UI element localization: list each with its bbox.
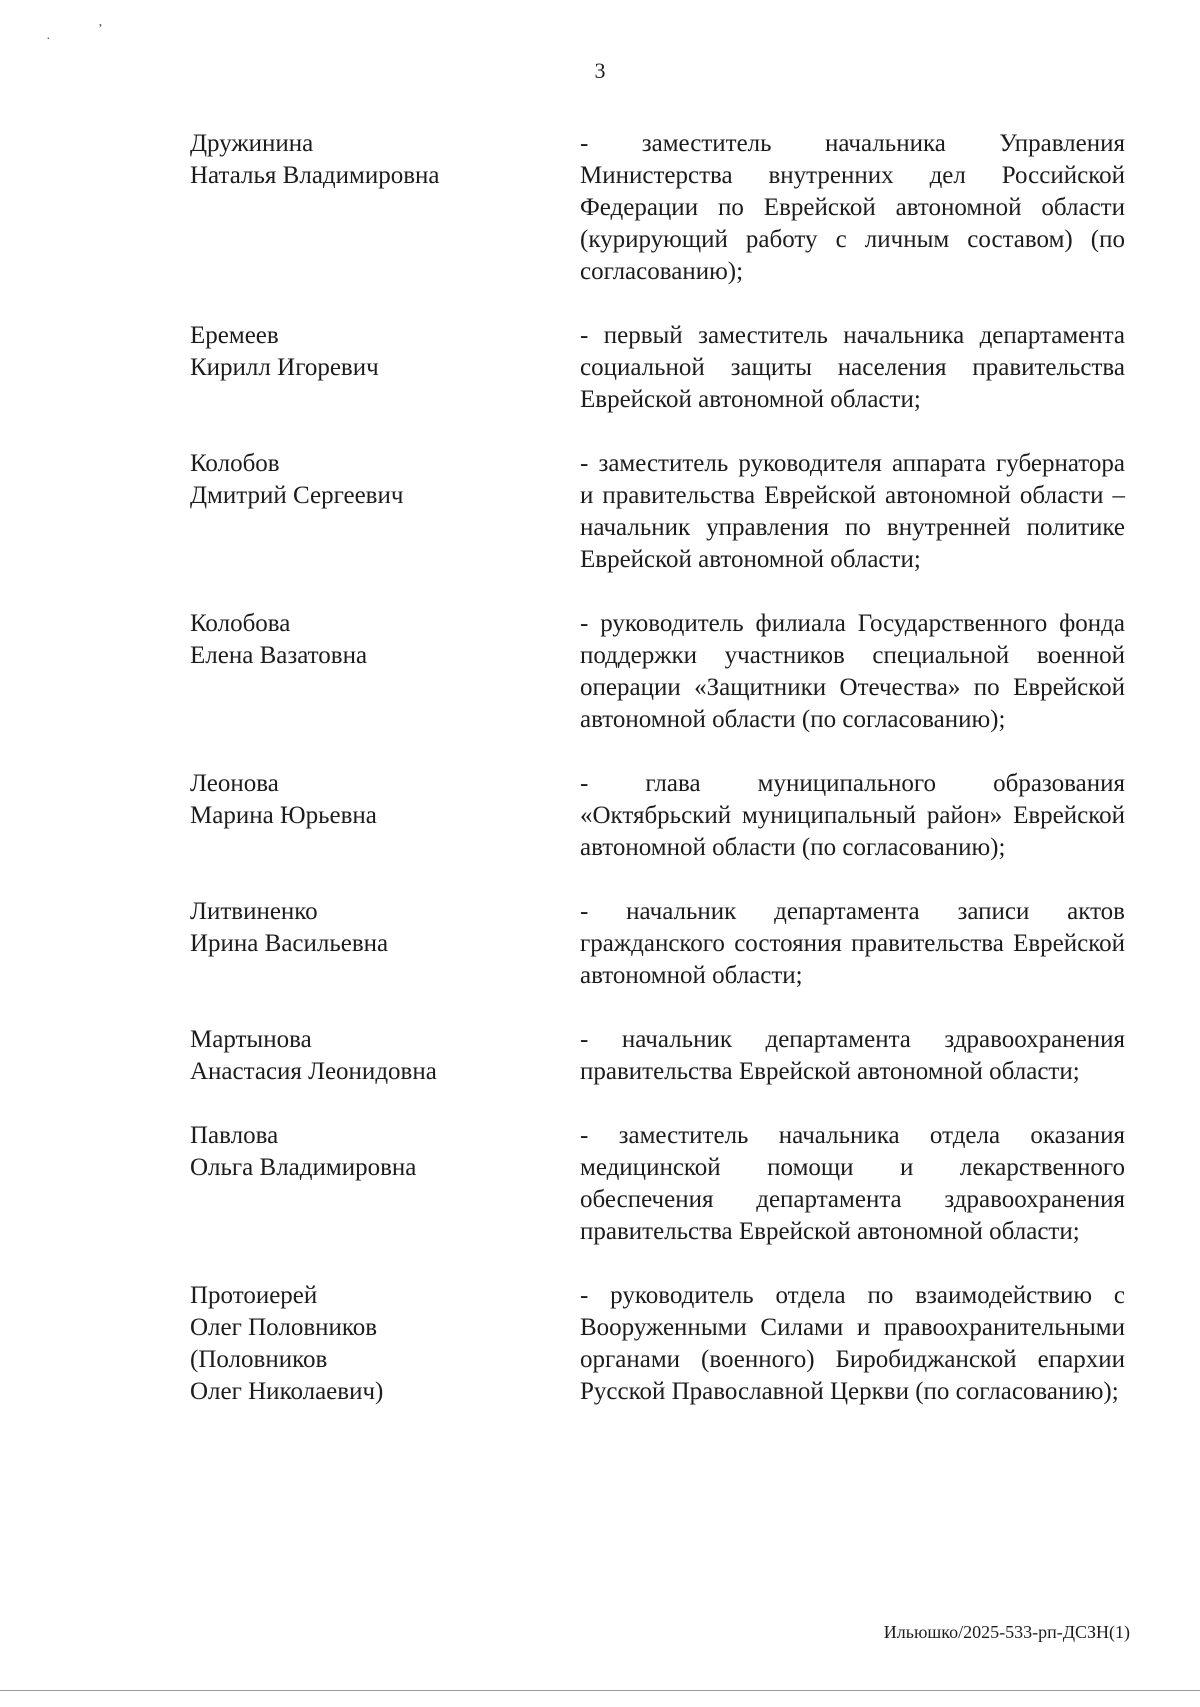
list-item [190,608,1125,736]
member-role: - руководитель филиала Государственного фонда поддержки участников специальной военной операции «Защитники Отечества» по Еврейской автономной области (по согласованию); [580,610,1125,733]
list-item [190,1024,1125,1088]
page-number: 3 [594,58,606,83]
member-name: Мартынова Анастасия Леонидовна [190,1026,437,1085]
list-item [190,768,1125,864]
member-role: - заместитель начальника Управления Министерства внутренних дел Российской Федерации по Еврейской автономной области (курирующий работу с личным составом) (по согласованию); [580,130,1125,285]
member-role: - начальник департамента здравоохранения правительства Еврейской автономной области; [580,1026,1125,1085]
member-role: - заместитель начальника отдела оказания медицинской помощи и лекарственного обеспечения департамента здравоохранения правительства Еврейской автономной области; [580,1122,1125,1245]
member-name: Дружинина Наталья Владимировна [190,130,440,189]
list-item [190,320,1125,416]
list-item [190,448,1125,576]
member-name: Колобова Елена Вазатовна [190,610,368,669]
member-role: - глава муниципального образования «Октябрьский муниципальный район» Еврейской автономной области (по согласованию); [580,770,1125,861]
member-list [190,128,1125,1440]
divider [0,1690,1200,1691]
member-role: - начальник департамента записи актов гражданского состояния правительства Еврейской автономной области; [580,898,1125,989]
list-item [190,128,1125,288]
member-role: - первый заместитель начальника департамента социальной защиты населения правительства Еврейской автономной области; [580,322,1125,413]
member-role: - заместитель руководителя аппарата губернатора и правительства Еврейской автономной области – начальник управления по внутренней политике Еврейской автономной области; [580,450,1125,573]
list-item [190,896,1125,992]
member-name: Колобов Дмитрий Сергеевич [190,450,404,509]
member-name: Леонова Марина Юрьевна [190,770,377,829]
list-item [190,1280,1125,1408]
member-name: Протоиерей Олег Половников (Половников Олег Николаевич) [190,1282,384,1405]
list-item [190,1120,1125,1248]
scan-speck: · [46,32,51,47]
scan-speck: ʼ [98,22,103,37]
member-role: - руководитель отдела по взаимодействию с Вооруженными Силами и правоохранительными органами (военного) Биробиджанской епархии Русской Православной Церкви (по согласованию); [580,1282,1125,1405]
member-name: Еремеев Кирилл Игоревич [190,322,379,381]
member-name: Павлова Ольга Владимировна [190,1122,417,1181]
member-name: Литвиненко Ирина Васильевна [190,898,389,957]
document-reference: Ильюшко/2025-533-рп-ДСЗН(1) [883,1622,1130,1642]
